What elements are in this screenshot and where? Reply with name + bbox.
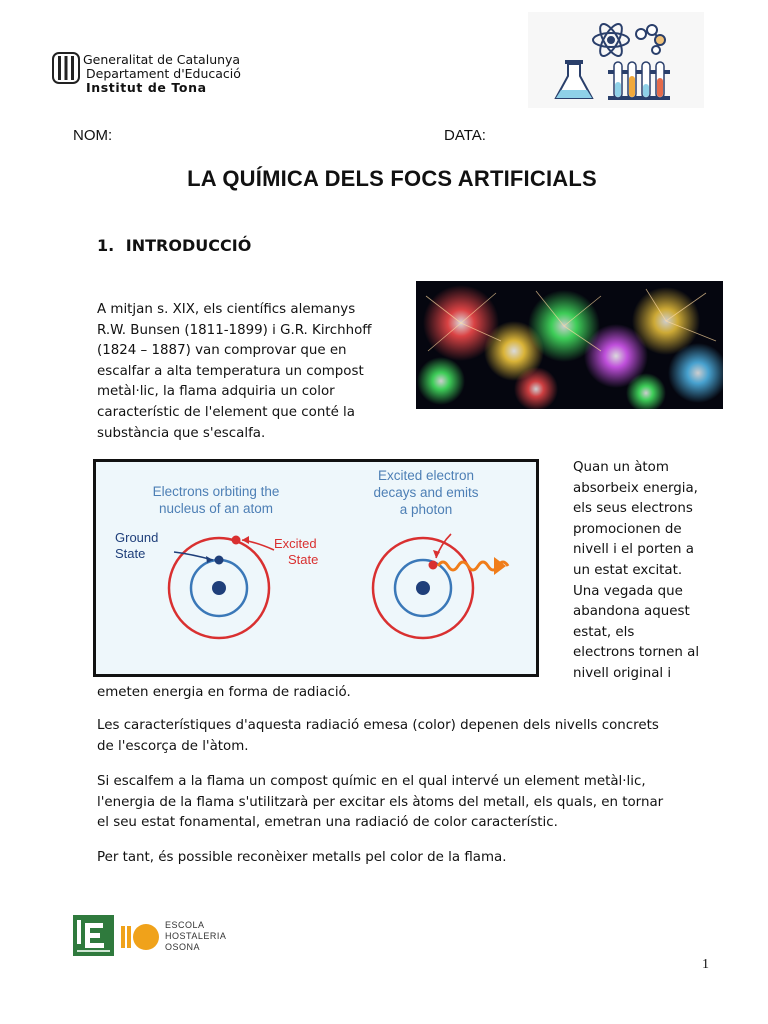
footer-logo-school-mark [121,923,161,951]
intro-line: substància que s'escalfa. [97,425,266,441]
section-number: 1. [97,236,115,255]
org-name: Generalitat de Catalunya [83,52,241,67]
side-line: abandona aquest [573,604,690,620]
side-line: absorbeix energia, [573,480,698,496]
intro-line: escalfar a alta temperatura un compost [97,363,364,379]
page-number: 1 [702,957,709,972]
intro-line: característic de l'element que conté la [97,404,355,420]
date-label: DATA: [444,127,486,144]
intro-line: A mitjan s. XIX, els científics alemanys [97,302,356,317]
intro-line: metàl·lic, la flama adquiria un color [97,384,335,400]
name-label: NOM: [73,127,113,144]
paragraph-flame: Si escalfem a la flama un compost químic en el qual intervé un element metàl·lic, l'energia de la flama s'utilitzarà per excitar els àtoms del metall, els quals, en tornar el seu estat fonamental, emetran una radiació de color característic. [97,774,664,831]
chemistry-illustration [528,12,704,108]
side-line: nivell i el porten a [573,542,694,558]
generalitat-logo [52,52,80,84]
electron-diagram [93,459,539,677]
atom-icon [593,21,629,59]
side-line: estat, els [573,624,635,640]
header-org-block [83,53,241,95]
side-paragraph [573,458,699,685]
side-line: Una vegada que [573,583,683,599]
institute-name: Institut de Tona [86,80,207,95]
flask-icon [556,60,592,98]
ground-state-label: Ground State [115,530,159,561]
side-line: electrons tornen al [573,645,700,661]
section-heading [97,236,251,255]
intro-line: R.W. Bunsen (1811-1899) i G.R. Kirchhoff [97,322,372,338]
side-line: promocionen de [573,521,682,537]
paragraph-radiation: Les característiques d'aquesta radiació emesa (color) depenen dels nivells concrets de l'escorça de l'àtom. [97,718,659,754]
right-caption: Excited electron decays and emits a photon [373,468,479,517]
continuation-line: emeten energia en forma de radiació. [97,685,351,700]
side-line: un estat excitat. [573,562,683,578]
section-title: INTRODUCCIÓ [125,236,252,255]
intro-paragraph [97,300,372,444]
test-tubes-icon [608,62,670,100]
molecule-icon [636,25,665,54]
footer-school-name: ESCOLA HOSTALERIA OSONA [165,920,227,952]
side-line: Quan un àtom [573,460,669,475]
left-caption: Electrons orbiting the nucleus of an atom [152,484,280,516]
side-line: nivell original i [573,665,672,681]
side-line: els seus electrons [573,501,693,517]
paragraph-conclusion: Per tant, és possible reconèixer metalls pel color de la flama. [97,850,507,865]
intro-line: (1824 – 1887) van comprovar que en [97,343,347,359]
page-title: LA QUÍMICA DELS FOCS ARTIFICIALS [187,166,597,191]
department-name: Departament d'Educació [86,66,241,81]
fireworks-photo [416,281,723,409]
excited-state-label: Excited State [274,536,319,567]
footer-logo-square [73,915,114,956]
